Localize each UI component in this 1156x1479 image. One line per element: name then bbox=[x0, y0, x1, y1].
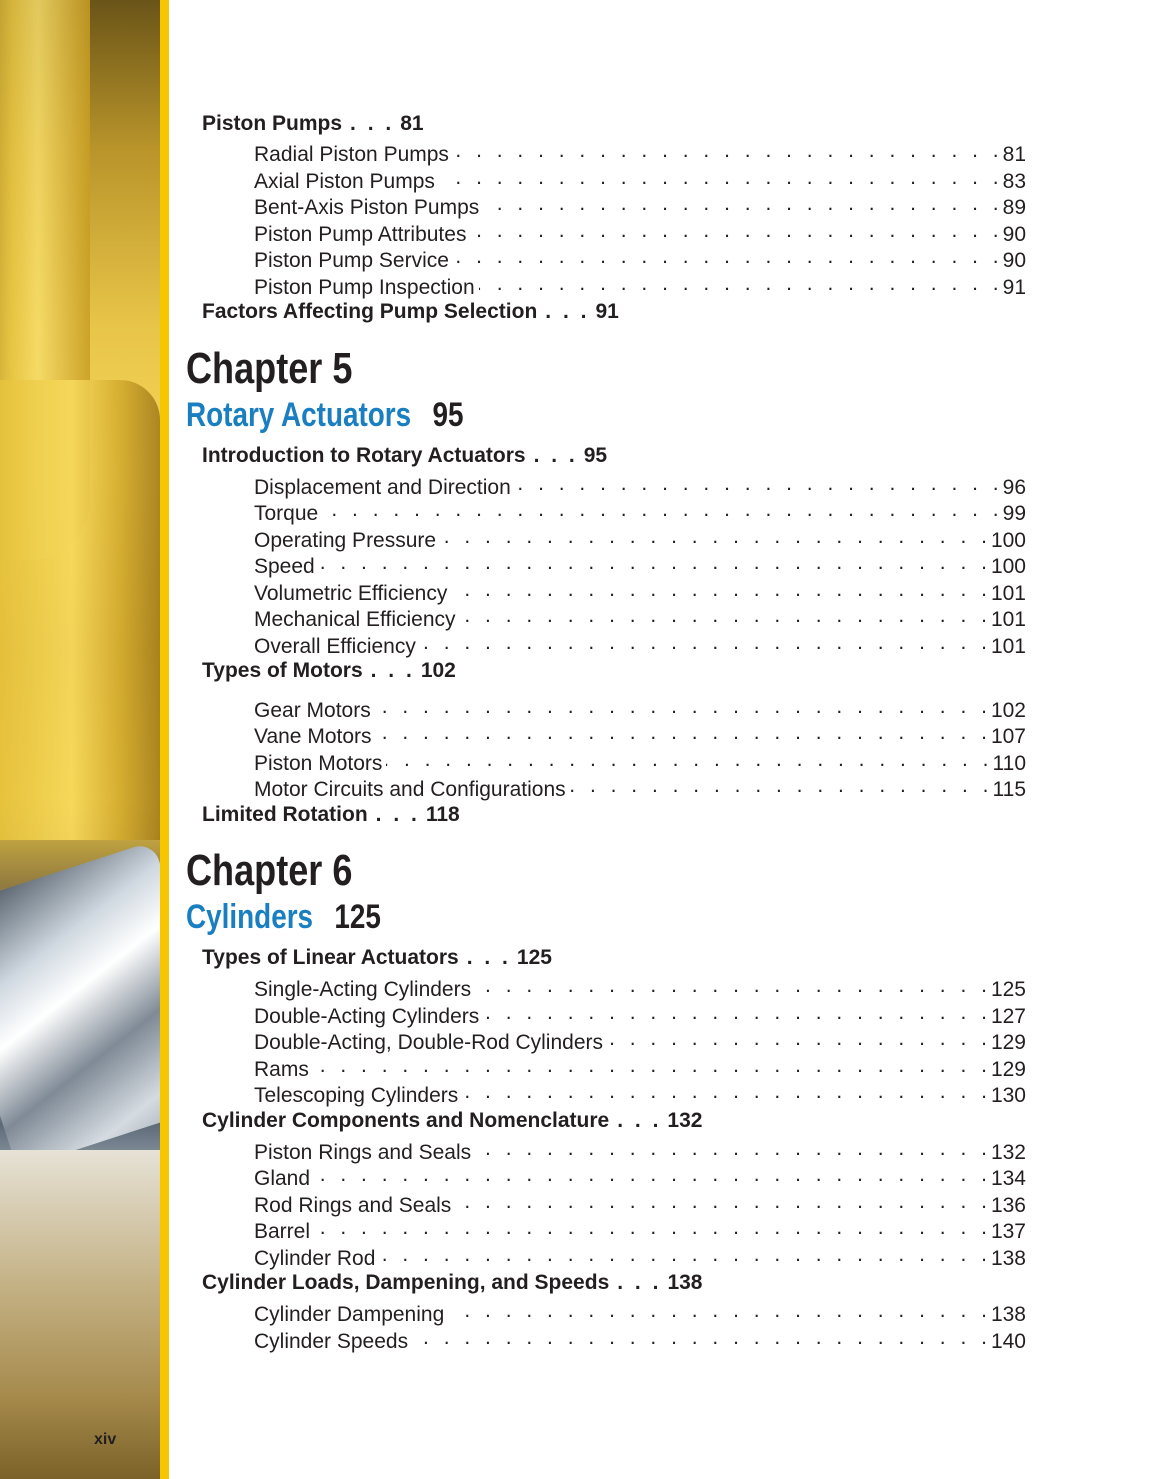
entry-title: Telescoping Cylinders bbox=[254, 1084, 459, 1107]
entry-title: Piston Motors bbox=[254, 752, 383, 775]
dot-leader bbox=[475, 1138, 987, 1159]
entry-page: 129 bbox=[990, 1031, 1026, 1054]
toc-entry[interactable] bbox=[254, 526, 1026, 552]
entry-title: Double-Acting, Double-Rod Cylinders bbox=[254, 1031, 604, 1054]
section-page: 132 bbox=[667, 1109, 703, 1132]
entry-title: Piston Pump Attributes bbox=[254, 223, 467, 246]
dot-leader bbox=[439, 167, 999, 188]
section-dots: . . . bbox=[370, 659, 415, 682]
dot-leader bbox=[470, 220, 998, 241]
entry-page: 136 bbox=[990, 1194, 1026, 1217]
toc-entry[interactable] bbox=[254, 696, 1026, 722]
entry-title: Axial Piston Pumps bbox=[254, 170, 435, 193]
toc-entry[interactable] bbox=[254, 1217, 1026, 1243]
toc-section-heading[interactable] bbox=[202, 1110, 702, 1131]
entry-page: 138 bbox=[990, 1247, 1026, 1270]
toc-entry[interactable] bbox=[254, 1300, 1026, 1326]
section-page: 118 bbox=[425, 803, 460, 826]
dot-leader bbox=[607, 1028, 987, 1049]
section-title: Types of Linear Actuators bbox=[202, 946, 459, 969]
toc-entry[interactable] bbox=[254, 1081, 1026, 1107]
entry-title: Mechanical Efficiency bbox=[254, 608, 456, 631]
toc-entry[interactable] bbox=[254, 975, 1026, 1001]
toc-entry[interactable] bbox=[254, 1164, 1026, 1190]
section-dots: . . . bbox=[545, 300, 590, 323]
toc-entry[interactable] bbox=[254, 579, 1026, 605]
dot-leader bbox=[319, 552, 987, 573]
dot-leader bbox=[440, 526, 987, 547]
section-page: 102 bbox=[420, 659, 456, 682]
dot-leader bbox=[483, 1002, 987, 1023]
dot-leader bbox=[453, 246, 999, 267]
toc-entry[interactable] bbox=[254, 605, 1026, 631]
sidebar-photo bbox=[0, 0, 160, 1479]
entry-title: Piston Pump Inspection bbox=[254, 276, 475, 299]
dot-leader bbox=[515, 473, 999, 494]
entry-title: Displacement and Direction bbox=[254, 476, 511, 499]
toc-section-heading[interactable] bbox=[202, 804, 460, 825]
dot-leader bbox=[386, 749, 988, 770]
toc-section-heading[interactable] bbox=[202, 947, 552, 968]
entry-title: Double-Acting Cylinders bbox=[254, 1005, 480, 1028]
section-page: 81 bbox=[400, 112, 424, 135]
entry-page: 90 bbox=[1002, 249, 1026, 272]
chapter-page: 125 bbox=[334, 898, 381, 936]
entry-title: Vane Motors bbox=[254, 725, 372, 748]
entry-title: Speed bbox=[254, 555, 315, 578]
toc-entry[interactable] bbox=[254, 246, 1026, 272]
section-title: Introduction to Rotary Actuators bbox=[202, 444, 526, 467]
entry-page: 127 bbox=[990, 1005, 1026, 1028]
section-dots: . . . bbox=[617, 1109, 662, 1132]
toc-entry[interactable] bbox=[254, 632, 1026, 658]
section-page: 138 bbox=[667, 1271, 703, 1294]
entry-title: Cylinder Rod bbox=[254, 1247, 376, 1270]
section-dots: . . . bbox=[533, 444, 578, 467]
toc-entry[interactable] bbox=[254, 552, 1026, 578]
entry-page: 91 bbox=[1002, 276, 1026, 299]
dot-leader bbox=[448, 1300, 987, 1321]
entry-title: Torque bbox=[254, 502, 319, 525]
section-dots: . . . bbox=[375, 803, 420, 826]
section-page: 95 bbox=[583, 444, 608, 467]
entry-page: 83 bbox=[1002, 170, 1026, 193]
dot-leader bbox=[314, 1164, 987, 1185]
section-dots: . . . bbox=[617, 1271, 662, 1294]
dot-leader bbox=[475, 975, 987, 996]
toc-entry[interactable] bbox=[254, 1028, 1026, 1054]
chapter-label: Chapter 6 bbox=[186, 846, 353, 895]
dot-leader bbox=[479, 273, 999, 294]
section-title: Cylinder Components and Nomenclature bbox=[202, 1109, 610, 1132]
entry-page: 90 bbox=[1002, 223, 1026, 246]
toc-entry[interactable] bbox=[254, 273, 1026, 299]
dot-leader bbox=[483, 193, 998, 214]
chapter-page: 95 bbox=[432, 396, 464, 434]
entry-page: 137 bbox=[990, 1220, 1026, 1243]
toc-entry[interactable] bbox=[254, 167, 1026, 193]
entry-page: 125 bbox=[990, 978, 1026, 1001]
toc-entry[interactable] bbox=[254, 1055, 1026, 1081]
dot-leader bbox=[460, 605, 987, 626]
page-number: xiv bbox=[94, 1431, 117, 1448]
dot-leader bbox=[570, 775, 989, 796]
entry-page: 101 bbox=[990, 608, 1026, 631]
entry-title: Piston Rings and Seals bbox=[254, 1141, 472, 1164]
dot-leader bbox=[322, 499, 998, 520]
section-title: Piston Pumps bbox=[202, 112, 343, 135]
entry-title: Radial Piston Pumps bbox=[254, 143, 449, 166]
gold-divider bbox=[160, 0, 169, 1479]
section-title: Cylinder Loads, Dampening, and Speeds bbox=[202, 1271, 610, 1294]
entry-title: Volumetric Efficiency bbox=[254, 582, 448, 605]
toc-entry[interactable] bbox=[254, 1138, 1026, 1164]
entry-title: Single-Acting Cylinders bbox=[254, 978, 472, 1001]
entry-page: 100 bbox=[990, 555, 1026, 578]
dot-leader bbox=[420, 632, 987, 653]
chapter-name: Rotary Actuators bbox=[186, 396, 412, 434]
machine-base-shape bbox=[0, 1150, 160, 1479]
section-title: Types of Motors bbox=[202, 659, 363, 682]
section-page: 125 bbox=[516, 946, 552, 969]
entry-title: Motor Circuits and Configurations bbox=[254, 778, 566, 801]
toc-entry[interactable] bbox=[254, 220, 1026, 246]
entry-title: Rams bbox=[254, 1058, 309, 1081]
entry-page: 130 bbox=[990, 1084, 1026, 1107]
toc-entry[interactable] bbox=[254, 722, 1026, 748]
entry-page: 99 bbox=[1002, 502, 1026, 525]
toc-entry[interactable] bbox=[254, 499, 1026, 525]
entry-title: Operating Pressure bbox=[254, 529, 437, 552]
chapter-title[interactable] bbox=[186, 898, 381, 937]
entry-title: Rod Rings and Seals bbox=[254, 1194, 452, 1217]
dot-leader bbox=[453, 140, 999, 161]
toc-entry[interactable] bbox=[254, 749, 1026, 775]
toc-section-heading[interactable] bbox=[202, 301, 619, 322]
toc-entry[interactable] bbox=[254, 193, 1026, 219]
toc-entry[interactable] bbox=[254, 473, 1026, 499]
entry-page: 115 bbox=[992, 778, 1026, 801]
toc-entry[interactable] bbox=[254, 1244, 1026, 1270]
entry-page: 89 bbox=[1002, 196, 1026, 219]
entry-title: Gear Motors bbox=[254, 699, 371, 722]
dot-leader bbox=[451, 579, 987, 600]
chapter-label: Chapter 5 bbox=[186, 344, 353, 393]
chapter-title[interactable] bbox=[186, 396, 463, 435]
entry-page: 102 bbox=[990, 699, 1026, 722]
entry-page: 110 bbox=[992, 752, 1026, 775]
section-title: Factors Affecting Pump Selection bbox=[202, 300, 538, 323]
toc-entry[interactable] bbox=[254, 1002, 1026, 1028]
entry-title: Overall Efficiency bbox=[254, 635, 416, 658]
chrome-rod-shape bbox=[0, 841, 160, 1169]
entry-page: 132 bbox=[990, 1141, 1026, 1164]
toc-section-heading[interactable] bbox=[202, 113, 424, 134]
entry-title: Cylinder Dampening bbox=[254, 1303, 445, 1326]
entry-page: 101 bbox=[990, 635, 1026, 658]
machine-part-shape bbox=[0, 380, 160, 840]
entry-title: Bent-Axis Piston Pumps bbox=[254, 196, 480, 219]
toc-entry[interactable] bbox=[254, 1327, 1026, 1353]
entry-page: 101 bbox=[990, 582, 1026, 605]
section-dots: . . . bbox=[350, 112, 395, 135]
toc-entry[interactable] bbox=[254, 1191, 1026, 1217]
dot-leader bbox=[314, 1217, 987, 1238]
toc-section-heading[interactable] bbox=[202, 660, 456, 681]
dot-leader bbox=[379, 1244, 987, 1265]
entry-page: 140 bbox=[990, 1330, 1026, 1353]
dot-leader bbox=[462, 1081, 987, 1102]
entry-title: Barrel bbox=[254, 1220, 311, 1243]
dot-leader bbox=[375, 696, 987, 717]
entry-page: 100 bbox=[990, 529, 1026, 552]
entry-page: 96 bbox=[1002, 476, 1026, 499]
toc-section-heading[interactable] bbox=[202, 1272, 702, 1293]
toc-entry[interactable] bbox=[254, 775, 1026, 801]
section-dots: . . . bbox=[466, 946, 511, 969]
section-title: Limited Rotation bbox=[202, 803, 368, 826]
toc-entry[interactable] bbox=[254, 140, 1026, 166]
dot-leader bbox=[455, 1191, 987, 1212]
entry-title: Cylinder Speeds bbox=[254, 1330, 409, 1353]
section-page: 91 bbox=[595, 300, 619, 323]
entry-page: 107 bbox=[990, 725, 1026, 748]
entry-title: Gland bbox=[254, 1167, 311, 1190]
dot-leader bbox=[376, 722, 987, 743]
entry-page: 138 bbox=[990, 1303, 1026, 1326]
entry-page: 81 bbox=[1002, 143, 1026, 166]
chapter-name: Cylinders bbox=[186, 898, 314, 936]
dot-leader bbox=[412, 1327, 987, 1348]
entry-title: Piston Pump Service bbox=[254, 249, 449, 272]
dot-leader bbox=[313, 1055, 987, 1076]
entry-page: 134 bbox=[990, 1167, 1026, 1190]
entry-page: 129 bbox=[990, 1058, 1026, 1081]
toc-section-heading[interactable] bbox=[202, 445, 607, 466]
